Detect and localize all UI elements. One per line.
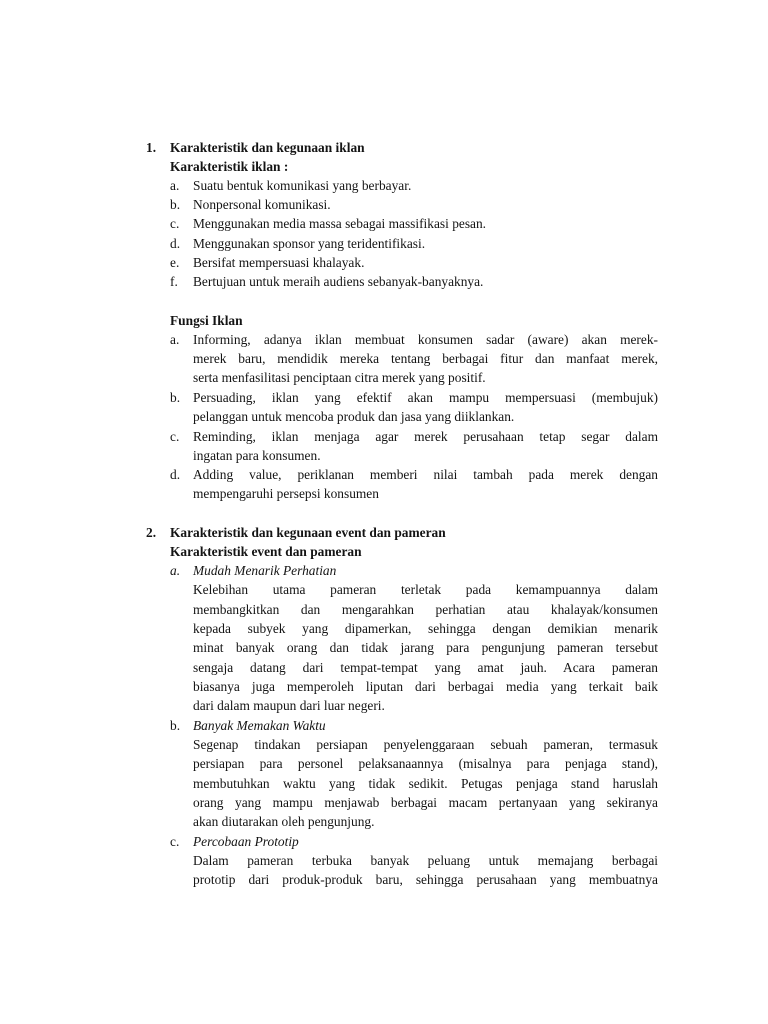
paragraph-line: Dalam pameran terbuka banyak peluang untuk memajang berbagai <box>193 853 658 868</box>
paragraph-line: pelanggan untuk mencoba produk dan jasa yang diiklankan. <box>193 409 515 424</box>
paragraph-line: membutuhkan waktu yang tidak sedikit. Petugas penjaga stand haruslah <box>193 776 658 791</box>
paragraph-line: Segenap tindakan persiapan penyelenggaraan sebuah pameran, termasuk <box>193 737 658 752</box>
list-marker: c. <box>170 429 180 444</box>
list-item: Menggunakan media massa sebagai massifikasi pesan. <box>193 216 487 231</box>
section-2-number: 2. <box>146 525 157 540</box>
list-marker: b. <box>170 197 181 212</box>
list-marker: b. <box>170 390 181 405</box>
list-marker: d. <box>170 236 181 251</box>
fungsi-iklan-heading: Fungsi Iklan <box>170 313 243 328</box>
paragraph-line: mempengaruhi persepsi konsumen <box>193 486 379 501</box>
paragraph-line: serta menfasilitasi penciptaan citra merek yang positif. <box>193 370 486 385</box>
list-marker: a. <box>170 563 181 578</box>
list-item: Nonpersonal komunikasi. <box>193 197 331 212</box>
paragraph-line: ingatan para konsumen. <box>193 448 321 463</box>
paragraph-line: persiapan para personel pelaksanaannya (misalnya para penjaga stand), <box>193 756 658 771</box>
list-item: Bersifat mempersuasi khalayak. <box>193 255 365 270</box>
list-item: Bertujuan untuk meraih audiens sebanyak-banyaknya. <box>193 274 484 289</box>
paragraph-line: biasanya juga memperoleh liputan dari berbagai media yang terkait baik <box>193 679 658 694</box>
section-1-title: Karakteristik dan kegunaan iklan <box>170 140 365 155</box>
paragraph-line: orang yang mampu menjawab berbagai macam pertanyaan yang sekiranya <box>193 795 658 810</box>
paragraph-line: Informing, adanya iklan membuat konsumen sadar (aware) akan merek- <box>193 332 658 347</box>
list-marker: d. <box>170 467 181 482</box>
paragraph-line: minat banyak orang dan tidak jarang para pengunjung pameran tersebut <box>193 640 658 655</box>
paragraph-line: membangkitkan dan mengarahkan perhatian atau khalayak/konsumen <box>193 602 658 617</box>
list-marker: f. <box>170 274 178 289</box>
item-heading: Banyak Memakan Waktu <box>193 718 326 733</box>
list-marker: a. <box>170 178 180 193</box>
list-marker: c. <box>170 216 180 231</box>
list-marker: b. <box>170 718 181 733</box>
section-1-number: 1. <box>146 140 157 155</box>
paragraph-line: merek baru, mendidik mereka tentang berbagai fitur dan manfaat merek, <box>193 351 658 366</box>
item-heading: Percobaan Prototip <box>193 834 299 849</box>
section-2-subtitle: Karakteristik event dan pameran <box>170 544 362 559</box>
paragraph-line: akan diutarakan oleh pengunjung. <box>193 814 375 829</box>
list-item: Menggunakan sponsor yang teridentifikasi. <box>193 236 426 251</box>
paragraph-line: Adding value, periklanan memberi nilai tambah pada merek dengan <box>193 467 658 482</box>
list-marker: e. <box>170 255 180 270</box>
list-item: Suatu bentuk komunikasi yang berbayar. <box>193 178 412 193</box>
list-marker: c. <box>170 834 180 849</box>
paragraph-line: kepada subyek yang dipamerkan, sehingga dengan demikian menarik <box>193 621 658 636</box>
section-1-subtitle: Karakteristik iklan : <box>170 159 289 174</box>
paragraph-line: dari dalam maupun dari luar negeri. <box>193 698 385 713</box>
paragraph-line: sengaja datang dari tempat-tempat yang amat jauh. Acara pameran <box>193 660 658 675</box>
paragraph-line: Kelebihan utama pameran terletak pada kemampuannya dalam <box>193 582 658 597</box>
section-2-title: Karakteristik dan kegunaan event dan pameran <box>170 525 446 540</box>
paragraph-line: prototip dari produk-produk baru, sehingga perusahaan yang membuatnya <box>193 872 658 887</box>
item-heading: Mudah Menarik Perhatian <box>193 563 337 578</box>
paragraph-line: Reminding, iklan menjaga agar merek perusahaan tetap segar dalam <box>193 429 658 444</box>
list-marker: a. <box>170 332 180 347</box>
paragraph-line: Persuading, iklan yang efektif akan mampu mempersuasi (membujuk) <box>193 390 658 405</box>
